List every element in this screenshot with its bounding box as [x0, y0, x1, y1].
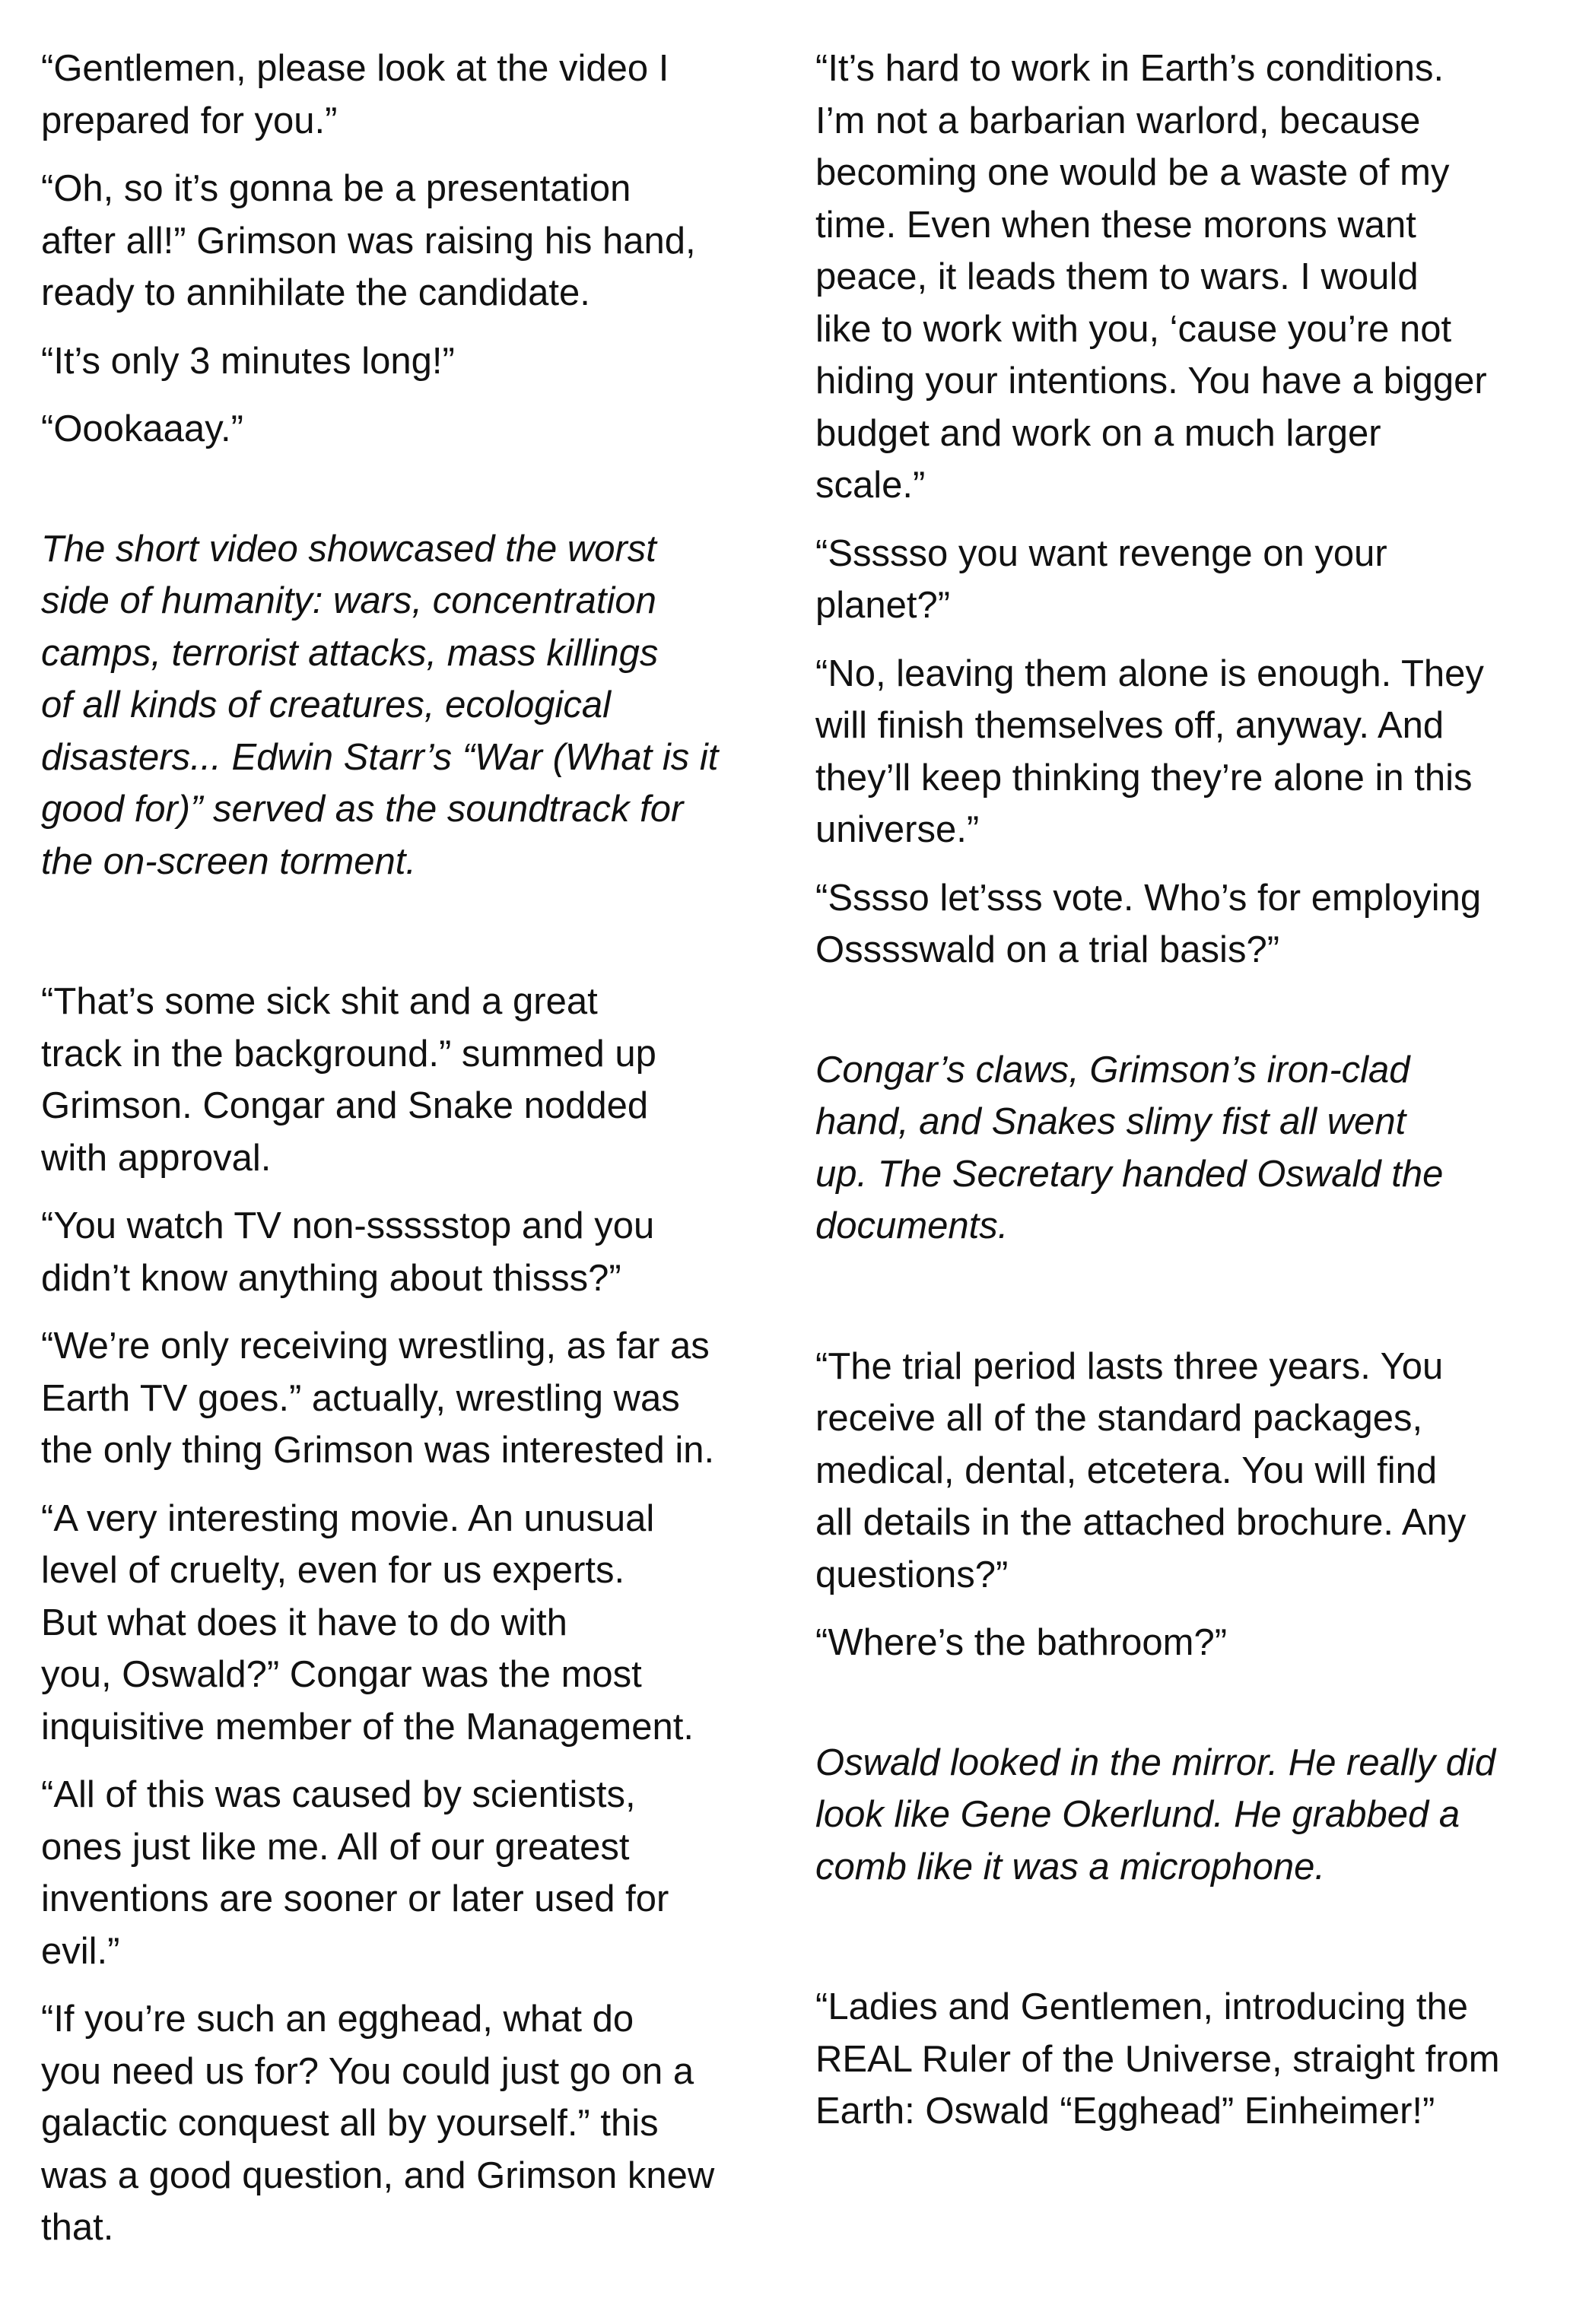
paragraph: “No, leaving them alone is enough. They will finish themselves off, anyway. And they’ll keep thinking they’re alone in this universe.”	[815, 652, 1484, 850]
paragraph: “Gentlemen, please look at the video I prepared for you.”	[41, 48, 669, 141]
paragraph: “That’s some sick shit and a great track in the background.” summed up Grimson. Congar and Snake nodded with approval.	[41, 981, 656, 1179]
italic-narration-paragraph: Congar’s claws, Grimson’s iron-clad hand, and Snakes slimy fist all went up. The Secretary handed Oswald the documents.	[815, 1049, 1444, 1246]
paragraph: “It’s hard to work in Earth’s conditions. I’m not a barbarian warlord, because becoming one would be a waste of my time. Even when these morons want peace, it leads them to wars. I would like to work with you, ‘cause you’re not hiding your intentions. You have a bigger budget and work on a much larger scale.”	[815, 48, 1487, 506]
italic-narration-paragraph: Oswald looked in the mirror. He really did look like Gene Okerlund. He grabbed a comb like it was a microphone.	[815, 1741, 1496, 1887]
paragraph: “You watch TV non-ssssstop and you didn’t know anything about thisss?”	[41, 1205, 655, 1299]
paragraph: “Ladies and Gentlemen, introducing the REAL Ruler of the Universe, straight from Earth: Oswald “Egghead” Einheimer!”	[815, 1986, 1500, 2132]
paragraph: “The trial period lasts three years. You receive all of the standard packages, medical, dental, etcetera. You will find all details in the attached brochure. Any questions?”	[815, 1345, 1467, 1595]
left-text-column	[41, 43, 802, 2254]
paragraph: “We’re only receiving wrestling, as far as Earth TV goes.” actually, wrestling was the only thing Grimson was interested in.	[41, 1326, 715, 1471]
paragraph: “It’s only 3 minutes long!”	[41, 340, 455, 382]
italic-narration-paragraph: The short video showcased the worst side of humanity: wars, concentration camps, terrorist attacks, mass killings of all kinds of creatures, ecological disasters... Edwin Starr’s “War (What is it good for)” served as the soundtrack for the on-screen torment.	[41, 528, 719, 882]
paragraph: “Where’s the bathroom?”	[815, 1622, 1228, 1663]
paragraph: “Oh, so it’s gonna be a presentation after all!” Grimson was raising his hand, ready to annihilate the candidate.	[41, 168, 696, 313]
paragraph: “Ssssso you want revenge on your planet?”	[815, 532, 1387, 626]
paragraph: “A very interesting movie. An unusual level of cruelty, even for us experts. But what does it have to do with you, Oswald?” Congar was the most inquisitive member of the Management.	[41, 1497, 694, 1748]
right-text-column	[815, 43, 1576, 2138]
paragraph: “All of this was caused by scientists, ones just like me. All of our greatest inventions are sooner or later used for evil.”	[41, 1774, 669, 1972]
paragraph: “If you’re such an egghead, what do you need us for? You could just go on a galactic conquest all by yourself.” this was a good question, and Grimson knew that.	[41, 1999, 715, 2248]
paragraph: “Oookaaay.”	[41, 408, 243, 449]
paragraph: “Sssso let’sss vote. Who’s for employing Osssswald on a trial basis?”	[815, 877, 1482, 970]
